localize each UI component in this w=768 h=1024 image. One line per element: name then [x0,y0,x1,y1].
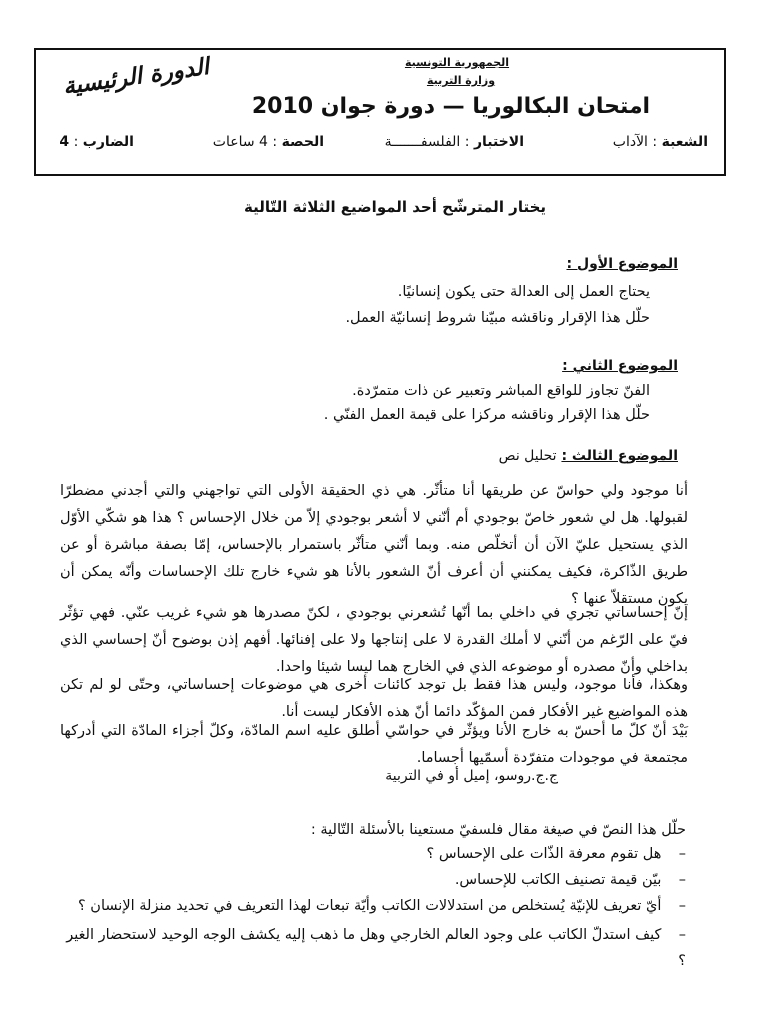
branch-value: الآداب [612,134,648,150]
subject-value: الفلسفـــــــة [384,134,461,150]
question-4-text: كيف استدلّ الكاتب على وجود العالم الخارجي وهل ما ذهب إليه يكشف الوجه الوحيد لاستحضار الغير ؟ [66,927,686,969]
question-2 [455,872,686,888]
coefficient-field: الضارب : 4 [59,134,134,150]
duration-value: 4 ساعات [212,134,268,150]
branch-label: الشعبة [661,134,708,150]
text-paragraph-4: بَيْدَ أنّ كلّ ما أحسّ به خارج الأنا ويؤثّر في حواسّي أطلق عليه اسم المادّة، وكلّ أجزاء المادّة التي أدركها مجتمعة في موجودات متفرّدة أسمّيها أجساما. [60,723,688,766]
question-2-text: بيّن قيمة تصنيف الكاتب للإحساس. [454,872,662,888]
topic3-title [499,448,678,464]
topic1-title: الموضوع الأول : [566,256,678,272]
duration-field: الحصة : 4 ساعات [212,134,324,150]
topic1-line-2: حلّل هذا الإقرار وناقشه مبيّنا شروط إنسانيّة العمل. [345,310,650,326]
topic3-title-text: الموضوع الثالث : [561,448,678,464]
question-4 [60,922,686,974]
question-1-text: هل تقوم معرفة الذّات على الإحساس ؟ [426,846,662,862]
topic2-line-2: حلّل هذا الإقرار وناقشه مركزا على قيمة العمل الفنّي . [323,407,650,423]
subject-field: الاختبار : الفلسفـــــــة [384,134,524,150]
question-3 [78,898,686,914]
topic2-title: الموضوع الثاني : [562,358,678,374]
question-dash: – [678,872,686,888]
topic3-subtitle: تحليل نص [498,448,557,464]
text-paragraph-1: أنا موجود ولي حواسّ عن طريقها أنا متأثّر. هي ذي الحقيقة الأولى التي تواجهني والتي أجدني مضطرّا لقبولها. هل لي شعور خاصّ بوجودي أم أنّني لا أشعر بوجودي إلاّ من خلال الإحساس ؟ هذا هو شكّي الأوّل الذي يستحيل عليّ الآن أن أتخلّص منه. وبما أنّني متأثّر باستمرار بالإحساس، إمّا بصفة مباشرة أو عن طريق الذّاكرة، فكيف يمكنني أن أعرف أنّ الشعور بالأنا هو شيء خارج تلك الإحساسات وأنّه يمكن أن يكون مستقلاّ عنها ؟ [60,483,688,607]
branch-field: الشعبة : الآداب [612,134,708,150]
coefficient-value: 4 [59,134,70,150]
instruction: يختار المترشّح أحد المواضيع الثلاثة التّالية [243,198,547,216]
topic1-line-1: يحتاج العمل إلى العدالة حتى يكون إنسانيًا. [397,284,650,300]
topic2-line-1: الفنّ تجاوز للواقع المباشر وتعبير عن ذات متمرّدة. [352,383,650,399]
coefficient-label: الضارب [82,134,134,150]
main-session-label: الدورة الرئيسية [61,53,211,101]
republic-name: الجمهورية التونسية [404,56,510,69]
subject-label: الاختبار [473,134,524,150]
question-1 [427,846,686,862]
question-dash: – [678,898,686,914]
duration-label: الحصة [281,134,324,150]
question-dash: – [678,927,686,943]
questions-intro: حلّل هذا النصّ في صيغة مقال فلسفيّ مستعينا بالأسئلة التّالية : [310,822,686,838]
ministry-name: وزارة التربية [426,74,496,87]
text-paragraph-2: إنّ إحساساتي تجري في داخلي بما أنّها تُشعرني بوجودي ، لكنّ مصدرها هو شيء غريب عنّي. فهي تؤثّر فيّ على الرّغم من أنّني لا أملك القدرة لا على إنتاجها ولا على إفنائها. أفهم إذن بوضوح أنّ إحساسي الذي بداخلي وأنّ مصدره أو موضوعه الذي في الخارج هما ليسا شيئا واحدا. [60,605,688,675]
question-dash: – [678,846,686,862]
text-paragraph-3: وهكذا، فأنا موجود، وليس هذا فقط بل توجد كائنات أخرى هي موضوعات إحساساتي، وحتّى لو لم تكن هذه المواضيع غير الأفكار فمن المؤكّد دائما أنّ هذه الأفكار ليست أنا. [60,677,688,720]
question-3-text: أيّ تعريف للإنيّة يُستخلص من استدلالات الكاتب وأيّة تبعات لهذا التعريف في تحديد منزلة الإنسان ؟ [78,898,662,914]
text-source: ج.ج.روسو، إميل أو في التربية [385,768,558,784]
exam-title: امتحان البكالوريا — دورة جوان 2010 [251,94,651,119]
exam-header [34,48,726,176]
